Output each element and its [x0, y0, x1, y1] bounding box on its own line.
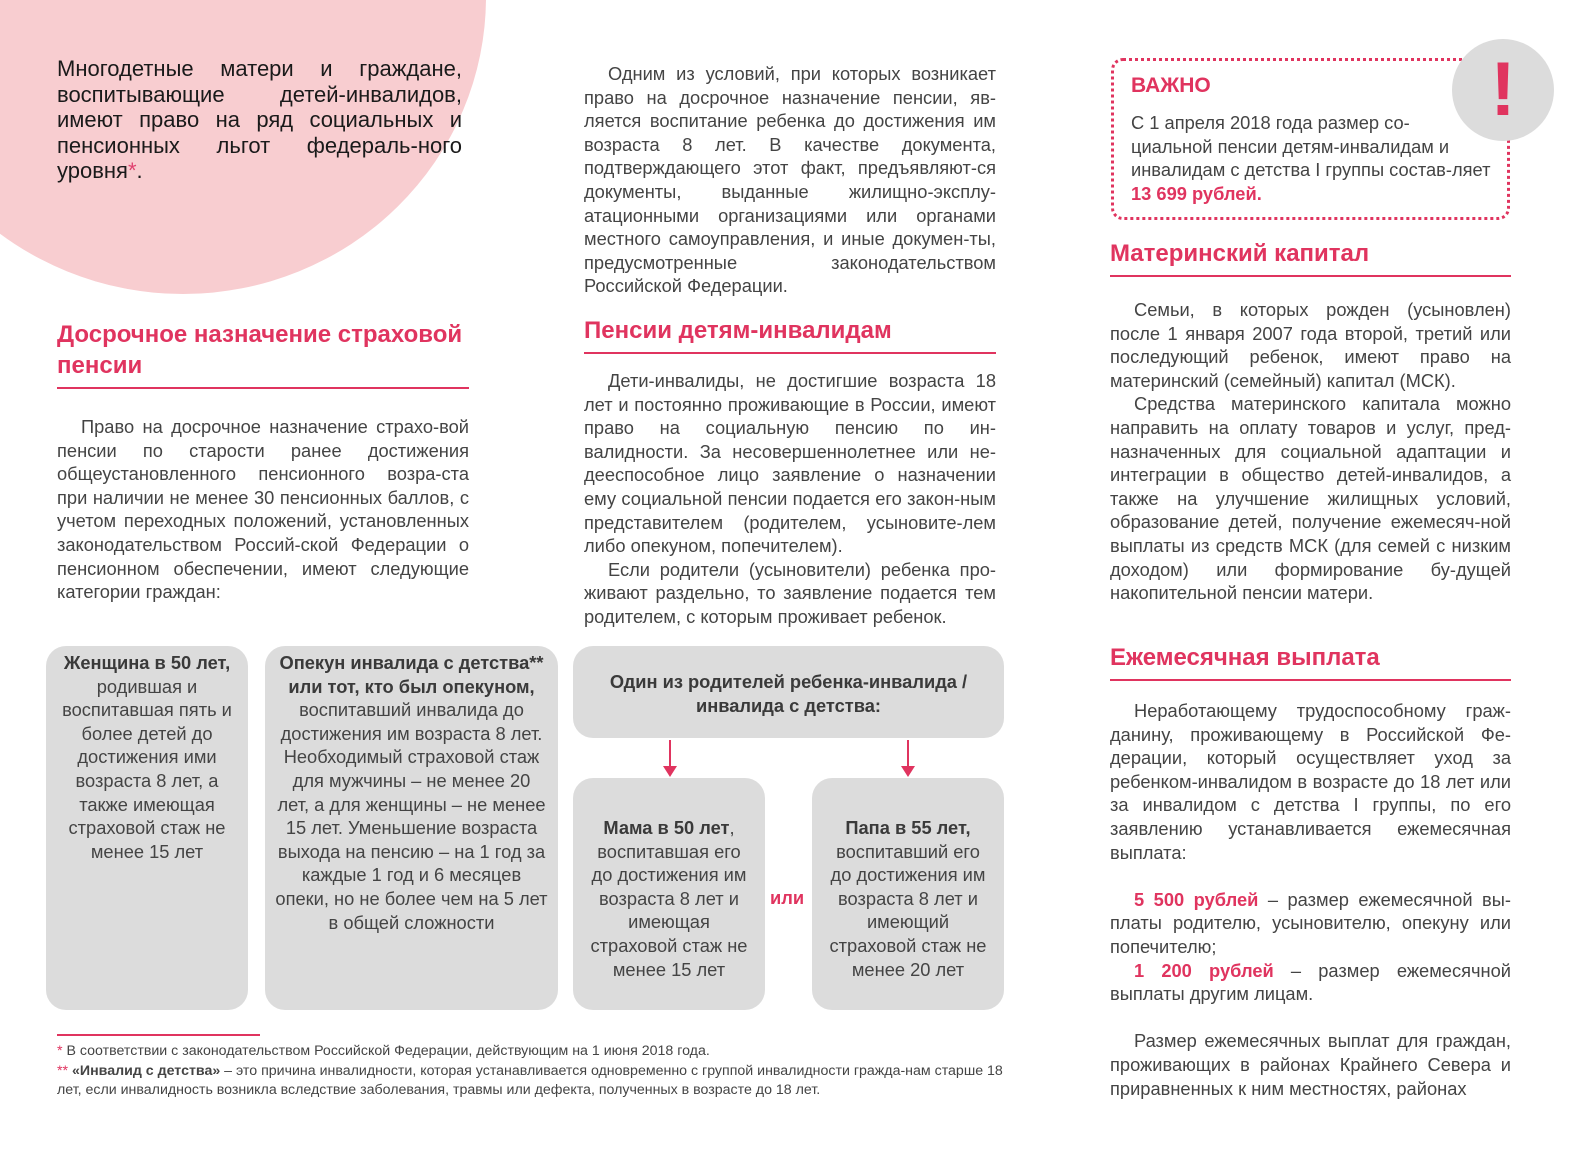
parent-header-box: Один из родителей ребенка-инвалида / инвалида с детства:	[573, 646, 1004, 738]
monthly-payment-text: Неработающему трудоспособному граж-данину, проживающему в Российской Фе-дерации, который осуществляет уход за ребенком-инвалидом в возрасте до 18 лет или за инвалидом с детства I группы, по его заявлению устанавливается ежемесячная выплата: 5 500 рублей – размер ежемесячной вы-платы родителю, усыновителю, опекуну или попечителю; 1 200 рублей – размер ежемесячной выплаты другим лицам. Размер ежемесячных выплат для граждан, проживающих в районах Крайнего Севера и приравненных к ним местностях, районах	[1110, 700, 1511, 1099]
amount-1200: 1 200 рублей	[1134, 959, 1274, 981]
disabled-children-text: Дети-инвалиды, не достигшие возраста 18 лет и постоянно проживающие в России, имеют право на социальную пенсию по ин-валидности. За несовершеннолетнее или не-дееспособное лицо заявление о назначении ему социальной пенсии подается его закон-ным представителем (родителем, усыновите-лем либо опекуном, попечителем). Если родители (усыновители) ребенка про-живают раздельно, то заявление подается тем родителем, с которым проживает ребенок.	[584, 370, 996, 627]
footnote-star: *	[127, 158, 137, 183]
early-pension-text: Право на досрочное назначение страхо-вой пенсии по старости ранее достижения общеустановленного пенсионного возра-ста при наличии не менее 30 пенсионных баллов, с учетом переходных положений, установленных законодательством Россий-ской Федерации о пенсионном обеспечении, имеют следующие категории граждан:	[57, 416, 469, 603]
important-text: С 1 апреля 2018 года размер со-циальной пенсии детям-инвалидам и инвалидам с детства I группы состав-ляет 13 699 рублей.	[1131, 112, 1491, 204]
heading-maternity-capital: Материнский капитал	[1110, 238, 1511, 277]
heading-disabled-children-pension: Пенсии детям-инвалидам	[584, 315, 996, 354]
footnotes	[57, 1042, 1017, 1101]
category-guardian-box: Опекун инвалида с детства** или тот, кто был опекуном, воспитавший инвалида до достижения им возраста 8 лет. Необходимый страховой стаж для мужчины – не менее 20 лет, а для женщины – не менее 15 лет. Уменьшение возраста выхода на пенсию – на 1 год за каждые 1 год и 6 месяцев опеки, но не более чем на 5 лет в общей сложности	[265, 646, 558, 1010]
heading-monthly-payment: Ежемесячная выплата	[1110, 642, 1511, 681]
footnote-1: * В соответствии с законодательством Российской Федерации, действующим на 1 июня 2018 года.	[57, 1043, 710, 1059]
maternity-capital-text: Семьи, в которых рожден (усыновлен) после 1 января 2007 года второй, третий или последующий ребенок, имеют право на материнский (семейный) капитал (МСК). Средства материнского капитала можно направить на оплату товаров и услуг, пред-назначенных для социальной адаптации и интеграции в общество детей-инвалидов, а также на улучшение жилищных условий, образование детей, получение ежемесяч-ной выплаты из средств МСК (для семей с низким доходом) или формирование бу-дущей накопительной пенсии матери.	[1110, 299, 1511, 604]
intro-text: Многодетные матери и граждане, воспитывающие детей-инвалидов, имеют право на ряд социальных и пенсионных льгот федераль-ного уровня*.	[57, 56, 462, 183]
or-label: или	[770, 887, 805, 908]
category-woman-box: Женщина в 50 лет, родившая и воспитавшая пять и более детей до достижения ими возраста 8 лет, а также имеющая страховой стаж не менее 15 лет	[46, 646, 248, 1010]
exclamation-icon: !	[1452, 39, 1554, 141]
category-father-box: Папа в 55 лет, воспитавший его до достижения им возраста 8 лет и имеющий страховой стаж не менее 20 лет	[812, 778, 1004, 1010]
footnote-divider	[57, 1034, 260, 1036]
middle-top-text: Одним из условий, при которых возникает право на досрочное назначение пенсии, яв-ляется воспитание ребенка до достижения им возраста 8 лет. В качестве документа, подтверждающего этот факт, предъявляют-ся документы, выданные жилищно-эксплу-атационными организациями или органами местного самоуправления, и иные докумен-ты, предусмотренные законодательством Российской Федерации.	[584, 63, 996, 297]
arrow-to-father	[907, 740, 909, 767]
important-title: ВАЖНО	[1131, 74, 1211, 97]
amount-5500: 5 500 рублей	[1134, 888, 1259, 910]
footnote-2: ** «Инвалид с детства» – это причина инвалидности, которая устанавливается одновременно с группой инвалидности гражда-нам старше 18 лет, если инвалидность возникла вследствие заболевания, травмы или дефекта, полученных в возрасте до 18 лет.	[57, 1062, 1003, 1098]
category-mother-box: Мама в 50 лет, воспитавшая его до достижения им возраста 8 лет и имеющая страховой стаж не менее 15 лет	[573, 778, 765, 1010]
heading-early-pension: Досрочное назначение страховой пенсии	[57, 319, 469, 389]
arrow-to-mother	[669, 740, 671, 767]
